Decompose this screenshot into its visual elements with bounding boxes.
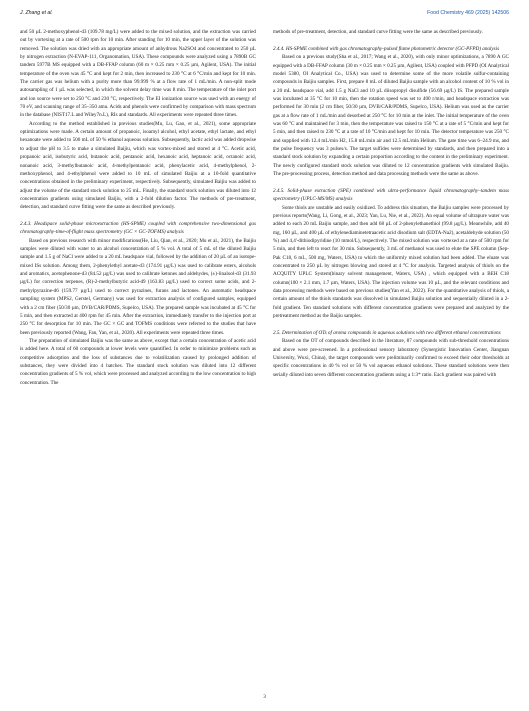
paragraph: Based on the OT of compounds described in the literature, 87 compounds with sub-threshold concentrations and above were pre-screened. In a professional sensory laboratory (Synergistic Innovation Center, Jiangnan University, Wuxi, China), the target compounds were preliminarily confirmed to exceed their odor thresholds at specific concentrations in 40 % vol or 50 % vol aqueous ethanol solutions. These standard solutions were then serially diluted into seven different concentration gradients using a 1:3* ratio. Each gradient was paired with [273,338,509,378]
section-heading: 2.4.4. HS-SPME combined with gas chromatography-pulsed flame photometric detector (GC-PFPD) analysis [273,45,500,52]
page-number: 3 [263,694,266,700]
running-authors: J. Zhang et al. [20,10,53,16]
paragraph: and 50 µL 2-methoxyphenol-d3 (109.78 mg/L) were added to the mixed solution, and the extraction was carried out by vortexing at a rate of 500 rpm for 10 min. After standing for 10 min, the upper layer of the solution was removed. The solution was dried with an appropriate amount of anhydrous Na2SO4 and concentrated to 250 µL by nitrogen extraction (N-EVAP-111, Organomation, USA). These compounds were analyzed using a 7890B GC tandem 5977B MS equipped with a DB-FFAP column (60 m × 0.25 mm × 0.25 µm, Agilent, USA). The initial temperature of the oven was 45 °C and kept for 2 min, then increased to 230 °C at 6 °C/min and kept for 10 min. The carrier gas was helium with a purity more than 99.999 % at a flow rate of 1 mL/min. A non-split mode autosampling of 1 µL was selected, in which the solvent delay time was 8 min. The temperature of the inlet port and ion source were set to 250 °C and 230 °C, respectively. The EI ionization source was used with an energy of 70 eV, and scanning range of 35–350 amu. Acids and phenols were confirmed by comparison with mass spectrum in the database (NIST17.L and Wiley7n.L), RIs and standards. All experiments were repeated three times. [20,29,256,119]
section-heading: 2.4.5. Solid-phase extraction (SPE) combined with ultra-performance liquid chromatography–tandem mass spectrometry (UPLC-MS/MS) analysis [273,187,509,203]
paragraph: Some thiols are unstable and easily oxidized. To address this situation, the Baijiu samples were processed by previous reports(Wang, Li, Gong, et al., 2023; Yan, Lu, Nie, et al., 2022). An equal volume of ultrapure water was added to each 20 mL Baijiu sample, and then add 68 µL of 2-phenylethanethiol (99.8 µg/L). Meanwhile, add 40 mg, 160 µL, and 400 µL of ethylenediaminetetraacetic acid disodium salt (EDTA-Na2), acetaldehyde solution (50 %) and 4,4'-dithiodipyridine (10 mmol/L), respectively. The mixed solution was vortexed at a rate of 500 rpm for 5 min, and then left to react for 30 min. Subsequently, 3 mL of methanol was used to elute the SPE column (Sep-Pak C18, 6 mL, 500 mg, Waters, USA) to which the uniformly mixed solution had been added. The eluate was concentrated to 250 µL by nitrogen blowing and stored at 4 °C for analysis. Targeted analysis of thiols on the ACQUITY UPLC System(binary solvent management, Waters, USA) , which equipped with a BEH C18 column(100 × 2.1 mm, 1.7 µm, Waters, USA). The injection volume was 10 µL, and the relevant conditions and data processing methods were based on previous studies(Yan et al., 2022). For the quantitative analysis of thiols, a certain amount of the thiols standards was dissolved in simulated Baijiu solution and sequentially diluted in a 2-fold gradient. Ten standard solutions with different concentration gradients were prepared and analyzed by the pretreatment method as the Baijiu samples. [273,204,509,319]
paragraph: Based on a previous study(Sha et al., 2017; Wang et al., 2020), with only minor optimizations, a 7890 A GC equipped with a DB-FFAP column (30 m × 0.25 mm × 0.25 µm, Agilent, USA) coupled with PFPD (OI Analytical model 5380, OI Analytical Co., USA) was used to determine some of the more volatile sulfur-containing compounds in Baijiu samples. First, prepare 8 mL of diluted Baijiu sample with an alcohol content of 10 % vol in a 20 mL headspace vial, add 1.5 g NaCl and 10 µL diisopropyl disulfide (56.69 µg/L) IS. The prepared sample was incubated at 35 °C for 10 min, then the rotation speed was set to 400 r/min, and headspace extraction was performed for 30 min (2 cm fiber, 50/30 µm, DVB/CAR/PDMS, Supelco, USA). Helium was used as the carrier gas at a flow rate of 1 mL/min and desorbed at 250 °C for 10 min at the inlet. The initial temperature of the oven was 60 °C and maintained for 3 min, then the temperature was raised to 150 °C at a rate of 5 °C/min and kept for 5 min, and then raised to 230 °C at a rate of 10 °C/min and kept for 10 min. The detector temperature was 250 °C and supplied with 12.4 mL/min H2, 15.8 mL/min air and 12.5 mL/min Helium. The gate time was 6–24.9 ms, and the pulse frequency was 3 pulses/s. The target sulfides were determined by standards, and then prepared into a standard stock solution by expanding a certain proportion according to the content in the preliminary experiment. The newly configured standard stock solution was diluted to 12 concentration gradients with simulated Baijiu. The pre-processing process, detection method and data processing methods were the same as above. [273,54,509,177]
paragraph: methods of pre-treatment, detection, and standard curve fitting were the same as described previously. [273,29,483,35]
section-heading: 2.4.3. Headspace solid-phase microextraction (HS-SPME) coupled with comprehensive two-dimensional gas chromatography-time-of-flight mass spectrometry (GC × GC-TOFMS) analysis [20,221,256,236]
paragraph: Based on previous research with minor modifications(He, Liu, Qian, et al., 2020; Mu et al., 2021), the Baijiu samples were diluted with water to an alcohol concentration of 5 % vol. A total of 5 mL of the diluted Baijiu sample and 1.5 g of NaCl were added to a 20 mL headspace vial, followed by the addition of 20 µL of an isotope-mixed ISs solution. Among them, 2-phenylethyl acetate-d3 (174.91 µg/L) was used to calibrate esters, alcohols and aromatics, acetophenone-d3 (84.52 µg/L) was used to calibrate ketones and aldehydes, (±)-linalool-d3 (31.93 µg/L) for correction terpenes, (R)-2-methylbutyric acid-d9 (163.83 µg/L) used to correct some acids, and 2-methylpyrazine-d6 (159.77 µg/L) used to correct pyrazines, furans and lactones. An automatic headspace sampling system (MPS2, Gerstel, Germany) was used for extraction analysis of configured samples, equipped with a 2 cm fiber (50/30 µm, DVB/CAR/PDMS, Supelco, USA). The prepared sample was incubated at 45 °C for 5 min, and then extracted at 400 rpm for 45 min. After the extraction, immediately transfer to the injection port at 250 °C for desorption for 10 min. The GC × GC and TOFMS conditions were referred to the studies that have been previously reported (Wang, Fan, Yan, et al., 2020). All experiments were repeated three times. [20,237,256,336]
paragraph: According to the method established in previous studies(Mu, Lu, Gao, et al., 2021), some appropriate optimizations were made. A certain amount of propanoic, isoamyl alcohol, ethyl acetate, ethyl lactate, and ethyl hexanoate were added to 500 mL of 50 % ethanol aqueous solution. Subsequently, lactic acid was added dropwise to adjust the pH to 3.5 to make a simulated Baijiu, which was vortex-mixed and stored at 4 °C. Acetic acid, propanoic acid, isobutyric acid, butanoic acid, pentanoic acid, hexanoic acid, heptanoic acid, octanoic acid, nonanoic acid, 3-methylbutanoic acid, 4-methylpentanoic acid, phenylacetic acid, 4-methylphenol, 2-methoxyphenol, and 4-ethylphenol were added to 10 mL of simulated Baijiu at a 10-fold quantitative concentrations obtained in the preliminary experiment, respectively. Subsequently, simulated Baijiu was added to adjust the volume of the standard stock solution to 25 mL. Finally, the standard stock solution was diluted into 12 concentration gradients using simulated Baijiu, with a 2-fold dilution factor. The methods of pre-treatment, detection, and standard curve fitting were the same as described previously. [20,120,256,211]
section-heading: 2.5. Determination of OTs of aroma compounds in aqueous solutions with two different ethanol concentrations [273,329,501,336]
right-column [273,28,509,379]
journal-citation-link[interactable]: Food Chemistry 469 (2025) 142506 [427,10,509,16]
page-header [20,10,509,22]
left-column [20,28,256,387]
paragraph: The preparation of simulated Baijiu was the same as above, except that a certain concentration of acetic acid is added here. A total of 60 compounds at lower levels were quantified. In order to minimize problems such as competitive adsorption and the loss of substances due to volatilization caused by prolonged addition of substances, they were divided into 4 batches. The standard stock solution was diluted into 12 different concentration gradients of 5 % vol, which were processed and analyzed according to the low concentration to high concentration. The [20,337,256,386]
